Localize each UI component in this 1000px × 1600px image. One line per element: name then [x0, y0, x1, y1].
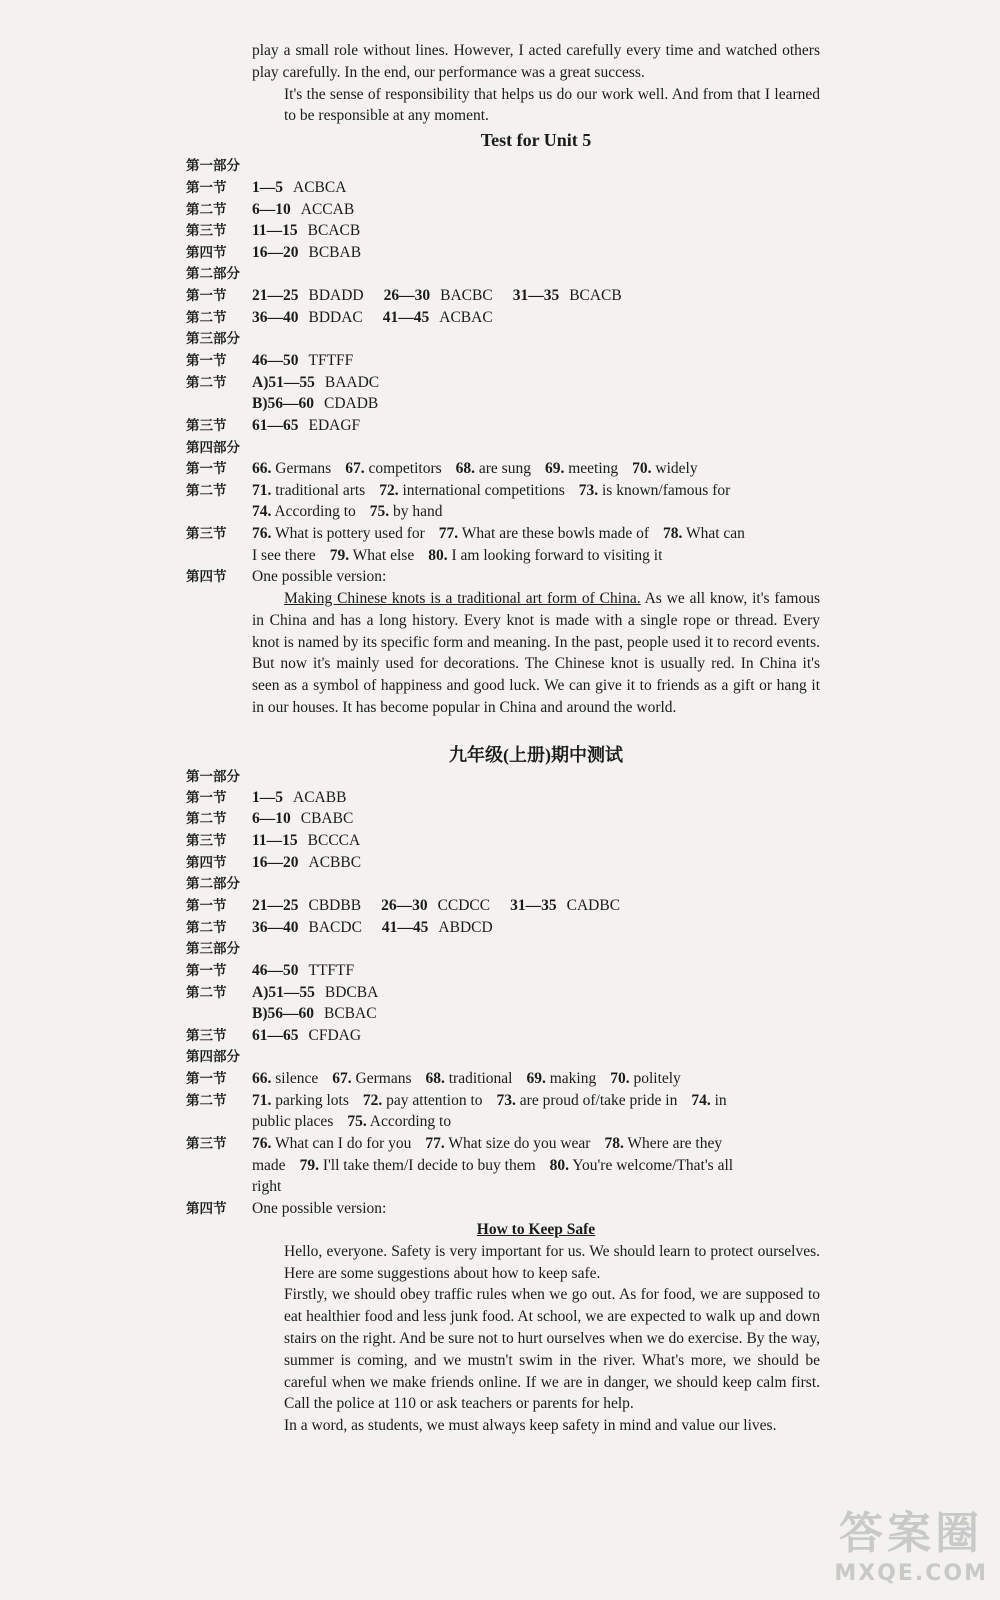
midterm-p4-s2: [186, 1090, 826, 1113]
unit5-p3-s2-b: [186, 393, 826, 415]
item-answer: You're welcome/That's all: [572, 1157, 734, 1174]
range: 6—10: [252, 201, 291, 218]
section-label: 第二节: [186, 1093, 227, 1109]
midterm-part1-heading: [186, 766, 826, 789]
item-number: 71.: [252, 482, 272, 499]
item-number: 70.: [610, 1070, 630, 1087]
unit5-p4-s4: [186, 566, 826, 589]
section-label: 第三节: [186, 418, 227, 434]
answers: BDADD: [308, 287, 364, 304]
item-number: 72.: [379, 482, 399, 499]
midterm-p4-s3: [186, 1133, 826, 1156]
midterm-essay: [252, 1219, 820, 1437]
unit5-p1-s4: [186, 242, 826, 265]
section-label: 第一节: [186, 288, 227, 304]
unit5-p4-s3: [186, 523, 826, 546]
essay-topic-sentence: Making Chinese knots is a traditional art form of China.: [284, 590, 641, 607]
item-number: 69.: [526, 1070, 546, 1087]
unit5-p4-s2-cont: [186, 501, 826, 523]
item-answer: traditional: [448, 1070, 513, 1087]
section-label: 第一节: [186, 180, 227, 196]
part-label: 第四部分: [186, 440, 240, 456]
range: 1—5: [252, 179, 283, 196]
range: 16—20: [252, 244, 299, 261]
section-label: 第一节: [186, 790, 227, 806]
essay-title: How to Keep Safe: [476, 1221, 596, 1238]
essay-intro: One possible version:: [252, 1200, 387, 1217]
intro-line-2: It's the sense of responsibility that helps us do our work well. And from that I learned to be responsible at any moment.: [284, 85, 820, 125]
midterm-p2-s1: [186, 895, 826, 918]
item-answer: pay attention to: [386, 1092, 483, 1109]
item-number: 75.: [347, 1113, 367, 1130]
item-answer: traditional arts: [275, 482, 366, 499]
essay-intro: One possible version:: [252, 568, 387, 585]
item-number: 67.: [345, 460, 365, 477]
midterm-p2-s2: [186, 917, 826, 940]
item-answer: What can I do for you: [274, 1135, 412, 1152]
item-answer: What else: [352, 547, 415, 564]
range: 26—30: [381, 897, 428, 914]
item-number: 72.: [362, 1092, 383, 1109]
range: 31—35: [510, 897, 557, 914]
part-label: 第二部分: [186, 266, 240, 282]
item-answer: What is pottery used for: [274, 525, 425, 542]
item-answer: I see there: [252, 547, 316, 564]
answers: ACABB: [293, 789, 347, 806]
item-answer: in: [714, 1092, 727, 1109]
range: 41—45: [381, 919, 429, 936]
range: 46—50: [252, 352, 299, 369]
answers: EDAGF: [308, 417, 361, 434]
range: 46—50: [252, 962, 299, 979]
item-number: 68.: [425, 1070, 445, 1087]
section-label: 第四节: [186, 245, 227, 261]
section-label: 第一节: [186, 898, 227, 914]
part-label: 第二部分: [186, 876, 240, 892]
section-label: 第二节: [186, 310, 227, 326]
essay-paragraph-1: Hello, everyone. Safety is very important for us. We should learn to protect ourselves. Here are some suggestions about how to keep safe.: [284, 1242, 820, 1282]
range: 1—5: [252, 789, 283, 806]
part-label: 第一部分: [186, 158, 240, 174]
essay-body: As we all know, it's famous in China and has a long history. Every knot is made with a single rope or thread. Every knot is named by its specific form and meaning. In the past, people used it to record events. But now it's mainly used for decorations. The Chinese knot is usually red. In China it's seen as a symbol of happiness and good luck. We can give it to friends as a gift or hang it in our houses. It has become popular in China and around the world.: [252, 590, 821, 716]
range: 11—15: [252, 222, 298, 239]
unit5-part4-heading: [186, 437, 826, 460]
section-label: 第二节: [186, 375, 227, 391]
item-number: 76.: [252, 1135, 272, 1152]
section-label: 第一节: [186, 461, 227, 477]
section-label: 第二节: [186, 920, 227, 936]
item-answer: silence: [275, 1070, 319, 1087]
section-label: 第二节: [186, 202, 227, 218]
section-label: 第四节: [186, 855, 227, 871]
section-label: 第四节: [186, 1201, 227, 1217]
item-answer: is known/famous for: [602, 482, 731, 499]
answers: CFDAG: [308, 1027, 362, 1044]
item-answer: What size do you wear: [448, 1135, 591, 1152]
item-number: 78.: [604, 1135, 624, 1152]
range: 36—40: [252, 309, 299, 326]
range: 11—15: [252, 832, 298, 849]
range: 16—20: [252, 854, 299, 871]
section-label: 第二节: [186, 811, 227, 827]
midterm-p4-s2-cont: [186, 1111, 826, 1133]
item-answer: right: [252, 1178, 282, 1195]
item-answer: meeting: [568, 460, 619, 477]
item-number: 73.: [496, 1092, 516, 1109]
unit5-title: Test for Unit 5: [480, 130, 592, 150]
part-label: 第四部分: [186, 1049, 240, 1065]
midterm-p3-s2-b: [186, 1003, 826, 1025]
item-answer: Germans: [355, 1070, 412, 1087]
midterm-p4-s4: [186, 1198, 826, 1221]
range: 36—40: [252, 919, 299, 936]
section-label: 第一节: [186, 963, 227, 979]
range: 31—35: [512, 287, 560, 304]
answers: ABDCD: [438, 919, 493, 936]
unit5-p2-s2: [186, 307, 826, 330]
answers: BAADC: [324, 374, 380, 391]
range: 61—65: [252, 417, 299, 434]
midterm-p3-s3: [186, 1025, 826, 1048]
midterm-part2-heading: [186, 873, 826, 896]
part-label: 第三部分: [186, 331, 240, 347]
midterm-p1-s4: [186, 852, 826, 875]
midterm-p1-s1: [186, 787, 826, 810]
essay-paragraph-2: Firstly, we should obey traffic rules when we go out. As for food, we are supposed to eat healthier food and less junk food. At school, we are expected to walk up and down stairs on the right. And be sure not to hurt ourselves when we do exercise. By the way, summer is coming, and we mustn't swim in the river. What's more, we should be careful when we make friends online. If we are in danger, we should keep calm first. Call the police at 110 or ask teachers or parents for help.: [284, 1286, 820, 1413]
item-number: 68.: [455, 460, 476, 477]
range: 41—45: [382, 309, 430, 326]
midterm-title: 九年级(上册)期中测试: [449, 745, 623, 765]
unit5-p3-s3: [186, 415, 826, 438]
item-number: 74.: [691, 1092, 711, 1109]
section-label: 第二节: [186, 483, 227, 499]
answers: CBABC: [300, 810, 354, 827]
midterm-p4-s3-cont: [186, 1155, 826, 1177]
item-answer: made: [252, 1157, 286, 1174]
item-number: 79.: [299, 1157, 319, 1174]
unit5-p1-s2: [186, 199, 826, 222]
answers: ACBCA: [293, 179, 347, 196]
midterm-p1-s2: [186, 808, 826, 831]
item-number: 74.: [252, 503, 272, 520]
range: 26—30: [383, 287, 431, 304]
unit5-p3-s2: [186, 372, 826, 395]
item-answer: are sung: [478, 460, 531, 477]
unit5-p1-s1: [186, 177, 826, 200]
midterm-p4-s3-cont2: [186, 1176, 826, 1198]
section-label: 第三节: [186, 223, 227, 239]
section-label: 第一节: [186, 353, 227, 369]
item-answer: politely: [633, 1070, 681, 1087]
item-answer: What are these bowls made of: [461, 525, 649, 542]
item-number: 73.: [578, 482, 599, 499]
answers: CADBC: [566, 897, 621, 914]
range: 6—10: [252, 810, 291, 827]
item-answer: According to: [369, 1113, 452, 1130]
midterm-p3-s1: [186, 960, 826, 983]
item-number: 76.: [252, 525, 272, 542]
item-number: 80.: [428, 547, 448, 564]
item-number: 75.: [369, 503, 390, 520]
range: B)56—60: [252, 1005, 314, 1022]
item-answer: widely: [655, 460, 698, 477]
intro-paragraph: [252, 40, 820, 127]
range: 21—25: [252, 897, 299, 914]
item-answer: making: [549, 1070, 597, 1087]
part-label: 第一部分: [186, 769, 240, 785]
unit5-p4-s1: [186, 458, 826, 481]
item-number: 67.: [332, 1070, 352, 1087]
section-label: 第三节: [186, 1136, 227, 1152]
site-watermark: [834, 1497, 988, 1586]
unit5-part1-heading: [186, 155, 826, 178]
unit5-p2-s1: [186, 285, 826, 308]
intro-line-1: play a small role without lines. However, I acted carefully every time and watched others play carefully. In the end, our performance was a great success.: [252, 42, 820, 81]
item-answer: According to: [274, 503, 356, 520]
answers: CCDCC: [437, 897, 491, 914]
answers: CBDBB: [308, 897, 362, 914]
item-number: 70.: [632, 460, 652, 477]
item-number: 77.: [438, 525, 459, 542]
watermark-url: MXQE.COM: [834, 1561, 988, 1586]
unit5-p4-s2: [186, 480, 826, 503]
item-answer: I am looking forward to visiting it: [451, 547, 663, 564]
answers: BACDC: [308, 919, 362, 936]
watermark-logo: 答案圈: [839, 1508, 984, 1559]
answers: BCCCA: [307, 832, 361, 849]
item-answer: competitors: [368, 460, 442, 477]
item-number: 71.: [252, 1092, 272, 1109]
answers: TFTFF: [308, 352, 354, 369]
unit5-p1-s3: [186, 220, 826, 243]
unit5-p4-s3-cont: [186, 545, 826, 567]
section-label: 第三节: [186, 1028, 227, 1044]
answers: CDADB: [324, 395, 379, 412]
unit5-part3-heading: [186, 328, 826, 351]
item-number: 66.: [252, 1070, 272, 1087]
answers: BDCBA: [324, 984, 379, 1001]
range: A)51—55: [252, 984, 315, 1001]
item-number: 78.: [662, 525, 683, 542]
midterm-part3-heading: [186, 938, 826, 961]
item-number: 79.: [329, 547, 350, 564]
answers: BCACB: [569, 287, 622, 304]
answers: BCBAB: [308, 244, 362, 261]
unit5-part2-heading: [186, 263, 826, 286]
answers: BDDAC: [308, 309, 363, 326]
item-answer: parking lots: [275, 1092, 349, 1109]
section-label: 第三节: [186, 526, 227, 542]
range: A)51—55: [252, 374, 315, 391]
item-number: 77.: [425, 1135, 445, 1152]
answers: BCACB: [307, 222, 361, 239]
answers: BACBC: [440, 287, 493, 304]
item-answer: by hand: [393, 503, 443, 520]
midterm-p4-s1: [186, 1068, 826, 1091]
section-label: 第四节: [186, 569, 227, 585]
item-answer: What can: [685, 525, 745, 542]
range: 21—25: [252, 287, 299, 304]
section-label: 第二节: [186, 985, 227, 1001]
answers: BCBAC: [324, 1005, 377, 1022]
item-answer: are proud of/take pride in: [519, 1092, 678, 1109]
midterm-p3-s2: [186, 982, 826, 1005]
range: 61—65: [252, 1027, 299, 1044]
unit5-p3-s1: [186, 350, 826, 373]
answers: ACBAC: [439, 309, 493, 326]
answers: ACBBC: [308, 854, 362, 871]
range: B)56—60: [252, 395, 314, 412]
answers: TTFTF: [308, 962, 355, 979]
section-label: 第一节: [186, 1071, 227, 1087]
answers: ACCAB: [300, 201, 355, 218]
item-number: 66.: [252, 460, 272, 477]
item-answer: international competitions: [402, 482, 565, 499]
item-number: 69.: [544, 460, 565, 477]
part-label: 第三部分: [186, 941, 240, 957]
item-answer: public places: [252, 1113, 334, 1130]
item-number: 80.: [549, 1157, 570, 1174]
midterm-p1-s3: [186, 830, 826, 853]
item-answer: Where are they: [627, 1135, 723, 1152]
item-answer: Germans: [275, 460, 332, 477]
unit5-essay: [252, 588, 820, 719]
midterm-part4-heading: [186, 1046, 826, 1069]
item-answer: I'll take them/I decide to buy them: [322, 1157, 536, 1174]
essay-paragraph-3: In a word, as students, we must always keep safety in mind and value our lives.: [284, 1417, 777, 1435]
section-label: 第三节: [186, 833, 227, 849]
